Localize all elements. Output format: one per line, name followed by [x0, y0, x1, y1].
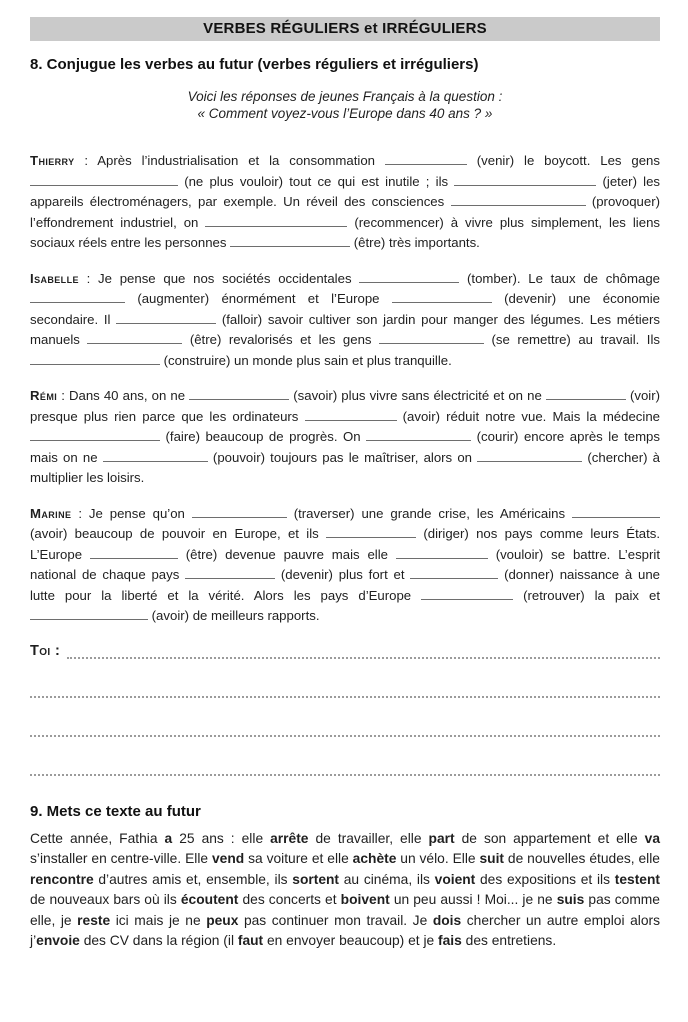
exercise9-title: 9. Mets ce texte au futur [30, 802, 201, 820]
worksheet-header [30, 17, 660, 41]
answer-line[interactable] [30, 737, 660, 776]
fill-in-blank[interactable] [410, 567, 498, 579]
fill-in-blank[interactable] [90, 547, 178, 559]
fill-in-blank[interactable] [396, 547, 488, 559]
fill-in-blank[interactable] [185, 567, 275, 579]
speaker-name: Marine [30, 505, 72, 521]
paragraph-remi: Rémi : Dans 40 ans, on ne (savoir) plus vivre sans électricité et on ne (voir) presque plus rien parce que les ordinateurs (avoir) réduit notre vue. Mais la médecine (faire) beaucoup de progrès. On (courir) encore après le temps mais on ne (pouvoir) toujours pas le maîtriser, alors on (chercher) à multiplier les loisirs. [30, 388, 660, 485]
fill-in-blank[interactable] [87, 332, 182, 344]
answer-line[interactable] [30, 659, 660, 698]
intro-line-2: « Comment voyez-vous l’Europe dans 40 ans ? » [197, 106, 493, 121]
exercise9-text: Cette année, Fathia a 25 ans : elle arrête de travailler, elle part de son appartement et elle va s’installer en centre-ville. Elle vend sa voiture et elle achète un vélo. Elle suit de nouvelles études, elle rencontre d’autres amis et, ensemble, ils sortent au cinéma, ils voient des expositions et ils testent de nouveaux bars où ils écoutent des concerts et boivent un peu aussi ! Moi... je ne suis pas comme elle, je reste ici mais je ne peux pas continuer mon travail. Je dois chercher un autre emploi alors j’envoie des CV dans la région (il faut en envoyer beaucoup) et je fais des entretiens. [30, 830, 660, 948]
speaker-name: Rémi [30, 388, 58, 403]
fill-in-blank[interactable] [359, 271, 459, 283]
toi-answer-row [30, 643, 660, 659]
fill-in-blank[interactable] [477, 450, 582, 462]
paragraph-isabelle: Isabelle : Je pense que nos sociétés occidentales (tomber). Le taux de chômage (augmenter) énormément et l’Europe (devenir) une économie secondaire. Il (falloir) savoir cultiver son jardin pour manger des légumes. Les métiers manuels (être) revalorisés et les gens (se remettre) au travail. Ils (construire) un monde plus sain et plus tranquille. [30, 270, 660, 368]
fill-in-blank[interactable] [205, 215, 347, 227]
paragraph-thierry: Thierry : Après l’industrialisation et la consommation (venir) le boycott. Les gens (ne plus vouloir) tout ce qui est inutile ; ils (jeter) les appareils électroménagers, par exemple. Un réveil des consciences (provoquer) l’effondrement industriel, on (recommencer) à vivre plus simplement, les liens sociaux réels entre les personnes (être) très importants. [30, 153, 661, 250]
toi-label: Toi : [30, 642, 61, 659]
fill-in-blank[interactable] [30, 608, 148, 620]
fill-in-blank[interactable] [546, 388, 626, 400]
fill-in-blank[interactable] [30, 291, 125, 303]
fill-in-blank[interactable] [30, 353, 160, 365]
fill-in-blank[interactable] [421, 588, 513, 600]
fill-in-blank[interactable] [189, 388, 289, 400]
toi-answer-line[interactable] [67, 655, 660, 659]
fill-in-blank[interactable] [385, 153, 467, 165]
fill-in-blank[interactable] [30, 429, 160, 441]
speaker-name: Thierry [30, 153, 75, 168]
intro-line-1: Voici les réponses de jeunes Français à la question : [187, 89, 503, 104]
fill-in-blank[interactable] [572, 506, 660, 518]
fill-in-blank[interactable] [305, 409, 397, 421]
fill-in-blank[interactable] [366, 429, 471, 441]
fill-in-blank[interactable] [116, 312, 216, 324]
paragraph-marine: Marine : Je pense qu’on (traverser) une grande crise, les Américains (avoir) beaucoup de pouvoir en Europe, et ils (diriger) nos pays comme leurs États. L’Europe (être) devenue pauvre mais elle (vouloir) se battre. L’esprit national de chaque pays (devenir) plus fort et (donner) naissance à une lutte pour la liberté et la vérité. Alors les pays d’Europe (retrouver) la paix et (avoir) de meilleurs rapports. [30, 505, 660, 623]
fill-in-blank[interactable] [326, 526, 416, 538]
fill-in-blank[interactable] [103, 450, 208, 462]
fill-in-blank[interactable] [192, 506, 287, 518]
speaker-name: Isabelle [30, 270, 79, 286]
fill-in-blank[interactable] [454, 174, 596, 186]
fill-in-blank[interactable] [30, 174, 178, 186]
exercise8-title: 8. Conjugue les verbes au futur (verbes réguliers et irréguliers) [30, 56, 479, 73]
worksheet-header-title: VERBES RÉGULIERS et IRRÉGULIERS [203, 20, 487, 37]
fill-in-blank[interactable] [230, 235, 350, 247]
fill-in-blank[interactable] [379, 332, 484, 344]
fill-in-blank[interactable] [392, 291, 492, 303]
fill-in-blank[interactable] [451, 194, 586, 206]
exercise8-intro [30, 88, 660, 122]
answer-line[interactable] [30, 698, 660, 737]
